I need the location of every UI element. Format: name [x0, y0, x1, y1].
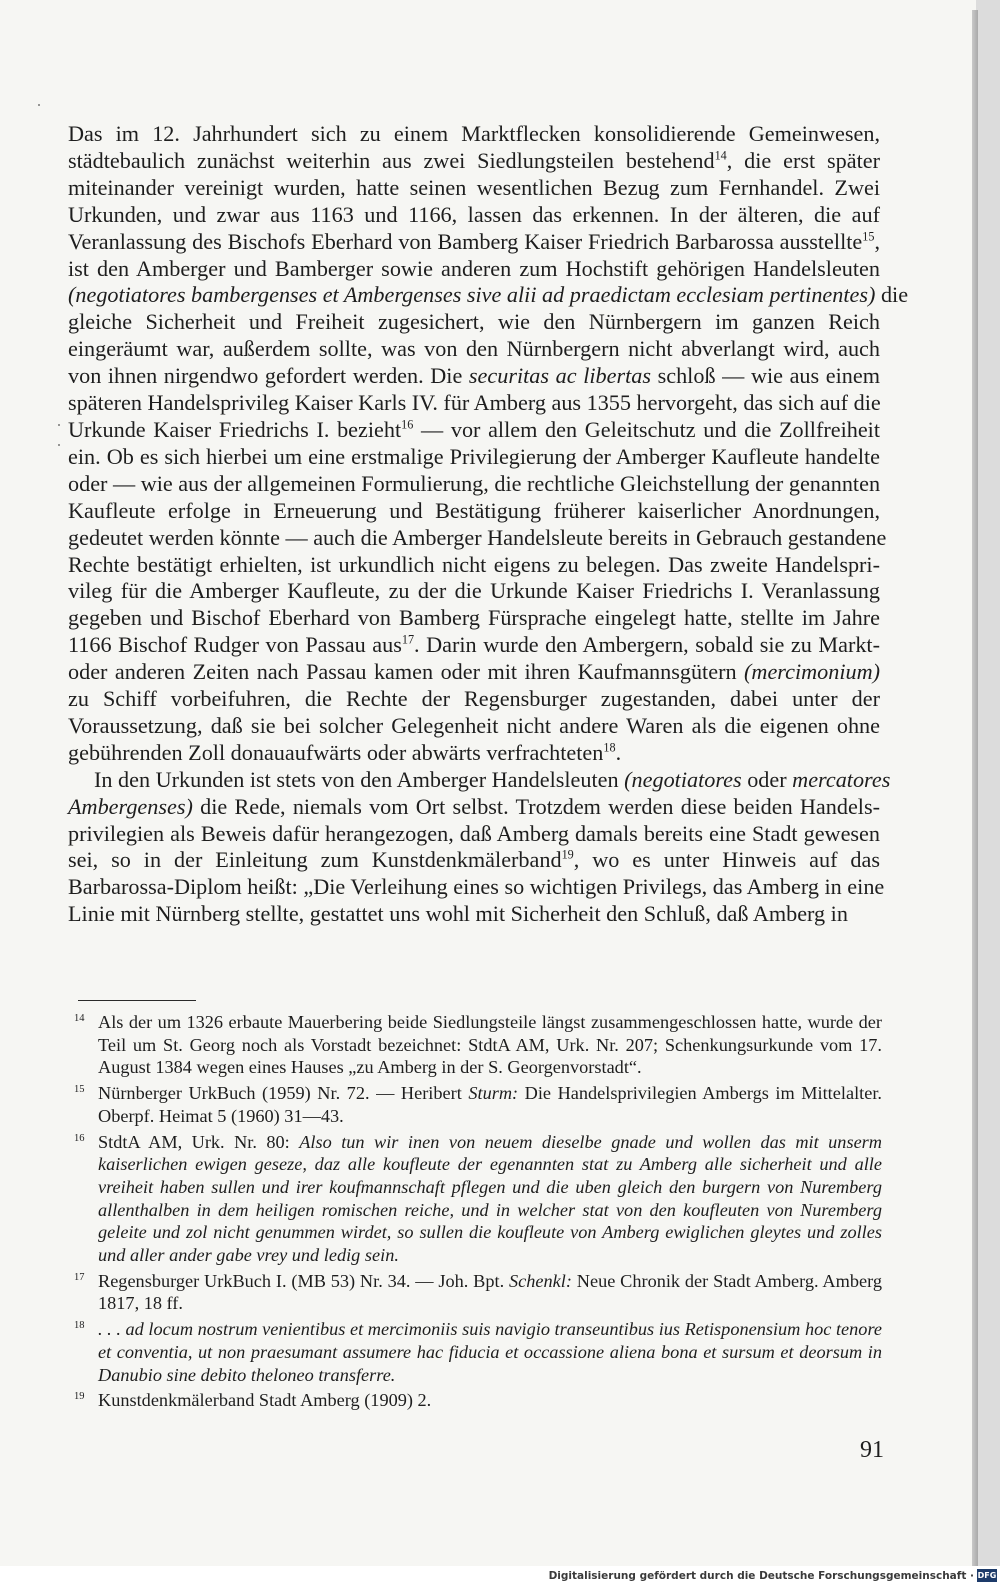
text-run: oder — wie aus der allgemeinen Formulierung, die rechtliche Gleichstellung der genannten — [68, 470, 881, 496]
text-line — [68, 229, 880, 256]
text-run: , wo es unter Hinweis auf das — [573, 847, 880, 873]
footnote — [70, 1389, 882, 1412]
footnote-text — [98, 1318, 882, 1386]
text-run: Rechte bestätigt erhielten, ist urkundlich nicht eigens zu belegen. Das zweite Handelspri- — [68, 551, 880, 577]
text-run: städtebaulich zunächst weiterhin aus zwei Siedlungsteilen bestehend — [68, 147, 715, 173]
text-run: miteinander vereinigt wurden, hatte seinen wesentlichen Bezug zum Fernhandel. Zwei — [68, 174, 880, 200]
text-line — [68, 524, 887, 552]
text-run: gleiche Sicherheit und Freiheit zugesichert, wie den Nürnbergern im ganzen Reich — [68, 309, 880, 335]
text-run: Urkunde Kaiser Friedrichs I. bezieht — [68, 416, 402, 442]
text-run: Neue Chronik der Stadt Amberg. Amberg 1817, 18 ff. — [98, 1270, 882, 1314]
text-run: Als der um 1326 erbaute Mauerbering beide Siedlungsteile längst zusammengeschlossen hatte, wurde der Teil um St. Georg noch als Vorstadt bezeichnet: StdtA AM, Urk. Nr. 207; Schenkungsurkunde vom 17. August 1384 wegen eines Hauses „zu Amberg in der S. Georgenvorstadt“. — [98, 1012, 882, 1078]
text-line — [68, 444, 880, 471]
text-run: späteren Handelsprivileg Kaiser Karls IV. für Amberg aus 1355 hervorgeht, das sich auf die — [68, 390, 881, 416]
italic-run: Also tun wir inen von neuem dieselbe gnade und wollen das mit unserm kaiserlichen ewigen geseze, daz alle koufleute der egenannten stat zu Amberg alle sicherheit und alle vreiheit haben sullen und irer koufmannschaft pflegen und die uben gleich den burgern von Nuremberg allenthalben in dem heiligen romischen reiche, und in welcher stat von den koufleuten von Nuremberg geleite und zol nicht genummen wirdet, so sullen die koufleute von Amberg ewiglichen gleytes und zolles und aller ander gabe vrey und ledig sein. — [98, 1131, 882, 1266]
digitization-credit: Digitalisierung gefördert durch die Deutsche Forschungsgemeinschaft · — [548, 1570, 974, 1582]
footnote-number: 15 — [74, 1084, 85, 1096]
text-run: privilegien als Beweis dafür herangezogen, daß Amberg damals bereits eine Stadt gewesen — [68, 820, 880, 846]
page-edge-shadow — [972, 10, 978, 1566]
text-run: . Darin wurde den Ambergern, sobald sie zu Markt- — [414, 632, 880, 658]
text-run: oder anderen Zeiten nach Passau kamen oder mit ihren Kaufmannsgütern — [68, 659, 745, 685]
footnote-text — [98, 1082, 882, 1127]
text-run: gegeben und Bischof Eberhard von Bamberg Fürsprache eingelegt hatte, stellte im Jahre — [68, 605, 880, 631]
scan-speck — [58, 424, 60, 426]
footnote-marker: 17 — [401, 632, 415, 647]
text-run: Nürnberger UrkBuch (1959) Nr. 72. — Heribert — [98, 1083, 469, 1104]
text-run: ein. Ob es sich hierbei um eine erstmalige Privilegierung der Amberger Kaufleute handelte — [68, 443, 880, 469]
text-run: . — [615, 739, 622, 765]
footnotes — [70, 1011, 882, 1415]
text-line — [68, 552, 880, 579]
scan-speck — [58, 444, 60, 446]
text-run: Veranlassung des Bischofs Eberhard von Bamberg Kaiser Friedrich Barbarossa ausstellte — [68, 228, 863, 254]
text-run: schloß — wie aus einem — [651, 363, 880, 389]
footnote-number: 16 — [74, 1132, 85, 1144]
scan-speck — [38, 104, 40, 106]
footnote-text — [98, 1011, 882, 1079]
text-run: die Rede, niemals vom Ort selbst. Trotzdem werden diese beiden Handels- — [192, 793, 880, 819]
italic-run: Ambergenses) — [68, 793, 193, 819]
footnote-marker: 15 — [862, 229, 875, 244]
text-line — [68, 686, 880, 713]
italic-run: Sturm: — [468, 1083, 519, 1104]
text-run: Voraussetzung, daß sie bei solcher Gelegenheit nicht andere Waren als die eigenen ohne — [68, 712, 880, 738]
text-line — [68, 874, 885, 901]
text-line — [68, 740, 880, 767]
text-line — [68, 417, 880, 444]
footnote-text — [98, 1389, 882, 1412]
text-run: gebührenden Zoll donauaufwärts oder abwärts verfrachteten — [68, 739, 604, 765]
text-run: , — [874, 228, 880, 254]
italic-run: Schenkl: — [508, 1270, 572, 1291]
footnote-text — [98, 1270, 882, 1315]
text-line — [68, 336, 880, 363]
italic-run: (negotiatores — [624, 766, 742, 792]
text-run: StdtA AM, Urk. Nr. 80: — [98, 1131, 300, 1152]
footnote-number: 18 — [74, 1320, 85, 1332]
dfg-logo: DFG — [977, 1571, 997, 1580]
text-line — [68, 202, 880, 229]
footnote-marker: 16 — [401, 417, 414, 432]
text-run: die — [875, 282, 909, 308]
text-run: eingeräumt war, außerdem sollte, was von den Nürnbergern nicht abverlangt wird, auch — [68, 336, 880, 362]
text-line — [68, 847, 880, 874]
footnote — [70, 1082, 882, 1127]
text-line — [68, 766, 891, 794]
footnote-marker: 14 — [714, 148, 727, 163]
body-text — [68, 121, 909, 928]
footnote-separator — [78, 1000, 196, 1001]
footnote-number: 19 — [74, 1391, 85, 1403]
text-line — [68, 471, 880, 498]
text-run: oder — [741, 766, 793, 792]
text-line — [68, 309, 880, 336]
text-line — [68, 821, 880, 848]
text-run: Das im 12. Jahrhundert sich zu einem Marktflecken konsolidierende Gemeinwesen, — [68, 121, 880, 146]
text-run: , die erst später — [726, 147, 880, 173]
text-line — [68, 659, 880, 686]
footnote-number: 17 — [74, 1271, 85, 1283]
text-run: — vor allem den Geleitschutz und die Zollfreiheit — [413, 416, 881, 442]
text-run: Urkunden, und zwar aus 1163 und 1166, lassen das erkennen. In der älteren, die auf — [68, 201, 880, 227]
text-line — [68, 282, 909, 309]
italic-run: . . . ad locum nostrum venientibus et mercimoniis suis navigio transeuntibus ius Retisponensium hoc tenore et conventia, ut non praesumant assumere hac fiducia et occassione aliena bona et sursum et deorsum in Danubio sine debito theloneo transferre. — [98, 1319, 882, 1385]
footnote-text — [98, 1131, 882, 1267]
text-run: von ihnen nirgendwo gefordert werden. Die — [68, 363, 469, 389]
text-line — [68, 578, 880, 605]
footnote-number: 14 — [74, 1013, 85, 1024]
page-number: 91 — [860, 1437, 884, 1463]
text-line — [68, 713, 880, 740]
footnote-marker: 18 — [603, 740, 616, 755]
footnote-marker: 19 — [561, 848, 574, 863]
text-run: vileg für die Amberger Kaufleute, zu der die Urkunde Kaiser Friedrichs I. Veranlassung — [68, 578, 880, 604]
italic-run: (mercimonium) — [744, 659, 880, 685]
footnote — [70, 1011, 882, 1079]
text-line — [68, 363, 880, 390]
text-run: 1166 Bischof Rudger von Passau aus — [68, 632, 402, 658]
text-line — [68, 390, 880, 417]
text-line — [68, 605, 880, 632]
text-line — [68, 632, 880, 659]
italic-run: (negotiatores bambergenses et Ambergenses sive alii ad praedictam ecclesiam pertinentes) — [68, 282, 876, 308]
text-line — [68, 148, 880, 175]
text-line — [68, 175, 880, 202]
text-line — [68, 256, 880, 283]
text-run: Die Handelsprivilegien Ambergs im Mittelalter. Oberpf. Heimat 5 (1960) 31—43. — [98, 1083, 882, 1126]
text-line — [68, 498, 880, 525]
text-run: Kaufleute erfolge in Erneuerung und Bestätigung früherer kaiserlicher Anordnungen, — [68, 497, 880, 523]
italic-run: securitas ac libertas — [468, 363, 651, 389]
footnote — [70, 1318, 882, 1386]
text-run: Kunstdenkmälerband Stadt Amberg (1909) 2. — [98, 1390, 432, 1411]
text-run: Regensburger UrkBuch I. (MB 53) Nr. 34. — Joh. Bpt. — [98, 1270, 509, 1291]
text-run: sei, so in der Einleitung zum Kunstdenkmälerband — [68, 847, 562, 873]
text-run: zu Schiff vorbeifuhren, die Rechte der Regensburger zugestanden, dabei unter der — [68, 686, 880, 712]
text-line — [68, 794, 880, 821]
text-line — [68, 121, 880, 148]
text-run: gedeutet werden könnte — auch die Amberger Handelsleute bereits in Gebrauch gestandene — [68, 524, 887, 550]
footnote — [70, 1270, 882, 1315]
text-run: Barbarossa-Diplom heißt: „Die Verleihung eines so wichtigen Privilegs, das Amberg in eine — [68, 874, 885, 900]
italic-run: mercatores — [792, 766, 891, 792]
footnote — [70, 1131, 882, 1267]
text-line — [68, 901, 880, 928]
text-run: Linie mit Nürnberg stellte, gestattet uns wohl mit Sicherheit den Schluß, daß Amberg in — [68, 901, 848, 927]
text-run: In den Urkunden ist stets von den Amberger Handelsleuten — [94, 766, 625, 792]
text-run: ist den Amberger und Bamberger sowie anderen zum Hochstift gehörigen Handelsleuten — [68, 255, 880, 281]
